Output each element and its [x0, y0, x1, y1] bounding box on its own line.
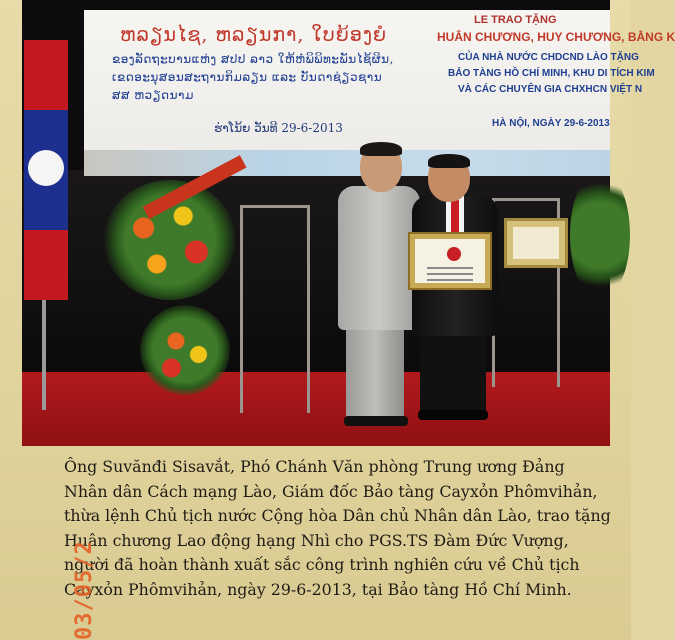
- caption-line-4: Huân chương Lao động hạng Nhì cho PGS.TS Đàm Đức Vượng,: [64, 530, 569, 550]
- banner-lao-line-3: ສສ ຫວຽດນາມ: [112, 88, 194, 102]
- banner-lao-line-2: ເຂດອະນຸສອນສະຖານກິມລຽນ ແລະ ບັນດາຊ່ຽວຊານ: [112, 70, 383, 84]
- banner-vn-date: HÀ NỘI, NGÀY 29-6-2013: [492, 118, 610, 129]
- banner-vn-line-3: VÀ CÁC CHUYÊN GIA CHXHCN VIỆT N: [458, 84, 643, 95]
- banner-vn-title: HUÂN CHƯƠNG, HUY CHƯƠNG, BẰNG K: [437, 30, 675, 44]
- camera-date-stamp: 03/05/2: [72, 540, 97, 640]
- recipient-red-tie: [451, 200, 459, 232]
- presenter-legs: [346, 320, 404, 420]
- lao-flag: [24, 40, 68, 300]
- certificate-emblem-icon: [447, 247, 461, 261]
- flower-arrangement-small: [140, 305, 230, 395]
- presenter-hair: [360, 142, 402, 156]
- framed-plaque-on-easel: [504, 218, 568, 268]
- caption-line-1: Ông Suvănđi Sisavắt, Phó Chánh Văn phòng Trung ương Đảng: [64, 457, 565, 476]
- caption-line-5: người đã hoàn thành xuất sắc công trình nghiên cứu về Chủ tịch: [64, 555, 580, 574]
- award-certificate: [408, 232, 492, 290]
- banner-vn-line-1: CỦA NHÀ NƯỚC CHDCND LÀO TẶNG: [458, 52, 639, 63]
- photo-caption: [64, 455, 611, 602]
- banner-vn-line-2: BẢO TÀNG HỒ CHÍ MINH, KHU DI TÍCH KIM: [448, 68, 655, 79]
- flower-arrangement-right: [570, 170, 630, 300]
- recipient-hair: [428, 154, 470, 168]
- caption-line-6: Cayxỏn Phômvihản, ngày 29-6-2013, tại Bảo tàng Hồ Chí Minh.: [64, 579, 572, 599]
- ceremony-photo: [22, 0, 675, 446]
- display-stand-left: [240, 205, 310, 413]
- caption-line-3: thừa lệnh Chủ tịch nước Cộng hòa Dân chủ Nhân dân Lào, trao tặng: [64, 506, 611, 525]
- banner-lao-line-1: ຂອງລັດຖະບານແຫ່ງ ສປປ ລາວ ໃຫ້ຫໍພິພິທະພັນໄຊ້ຜິນ,: [112, 52, 394, 66]
- presenter-shoes: [344, 416, 408, 426]
- banner-lower-strip: [84, 150, 610, 176]
- banner-vn-label: LE TRAO TẶNG: [474, 14, 557, 26]
- recipient-shoes: [418, 410, 488, 420]
- caption-line-2: Nhân dân Cách mạng Lào, Giám đốc Bảo tàng Cayxỏn Phômvihản,: [64, 481, 598, 501]
- banner-lao-title: ຫລຽນໄຊ, ຫລຽນກາ, ໃບຍ້ອງຍໍ: [120, 24, 388, 46]
- recipient-legs: [420, 330, 486, 414]
- banner-lao-date: ຮ່າໂນ້ຍ ວັນທີ 29-6-2013: [214, 121, 343, 135]
